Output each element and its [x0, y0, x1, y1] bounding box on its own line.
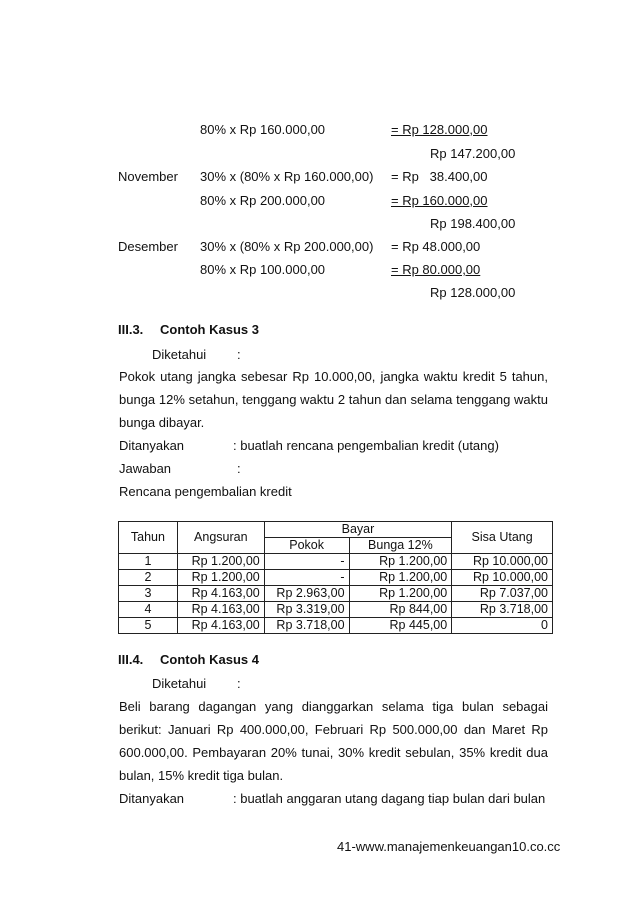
table-row: [119, 602, 553, 618]
header-pokok: Pokok: [264, 538, 349, 554]
header-angsuran: Angsuran: [177, 522, 264, 554]
table-row: [119, 586, 553, 602]
cell-sisa: Rp 10.000,00: [452, 554, 553, 570]
calc-subtotal: Rp 128.000,00: [430, 285, 516, 300]
cell-sisa: Rp 7.037,00: [452, 586, 553, 602]
cell-angsuran: Rp 4.163,00: [177, 586, 264, 602]
calc-expr: 30% x (80% x Rp 200.000,00): [200, 239, 374, 254]
cell-tahun: 5: [119, 618, 178, 634]
cell-pokok: -: [264, 570, 349, 586]
ditanyakan-label: Ditanyakan: [119, 438, 185, 453]
paragraph-line: 600.000,00. Pembayaran 20% tunai, 30% kredit sebulan, 35% kredit dua: [119, 745, 548, 760]
paragraph-line: bunga 12% setahun, tenggang waktu 2 tahun dan selama tenggang waktu: [119, 392, 548, 407]
cell-angsuran: Rp 4.163,00: [177, 602, 264, 618]
cell-angsuran: Rp 1.200,00: [177, 554, 264, 570]
cell-bunga: Rp 445,00: [349, 618, 452, 634]
ditanyakan-text: : buatlah anggaran utang dagang tiap bulan dari bulan: [233, 791, 546, 806]
month-label: Desember: [118, 239, 178, 254]
ditanyakan-text: : buatlah rencana pengembalian kredit (utang): [233, 438, 499, 453]
table-row: [119, 554, 553, 570]
cell-bunga: Rp 1.200,00: [349, 554, 452, 570]
cell-pokok: -: [264, 554, 349, 570]
cell-tahun: 3: [119, 586, 178, 602]
calc-expr: 80% x Rp 100.000,00: [200, 262, 326, 277]
cell-angsuran: Rp 1.200,00: [177, 570, 264, 586]
cell-bunga: Rp 1.200,00: [349, 586, 452, 602]
cell-pokok: Rp 3.718,00: [264, 618, 349, 634]
cell-sisa: 0: [452, 618, 553, 634]
header-bunga: Bunga 12%: [349, 538, 452, 554]
colon: :: [237, 347, 241, 362]
cell-bunga: Rp 844,00: [349, 602, 452, 618]
cell-angsuran: Rp 4.163,00: [177, 618, 264, 634]
paragraph-line: bunga dibayar.: [119, 415, 205, 430]
cell-pokok: Rp 3.319,00: [264, 602, 349, 618]
month-label: November: [118, 169, 178, 184]
rencana-label: Rencana pengembalian kredit: [119, 484, 292, 499]
calc-expr: 80% x Rp 200.000,00: [200, 193, 326, 208]
colon: :: [237, 676, 241, 691]
calc-result: = Rp 80.000,00: [391, 262, 481, 277]
diketahui-label: Diketahui: [152, 676, 207, 691]
table-row: [119, 570, 553, 586]
section-title: Contoh Kasus 3: [160, 322, 259, 337]
ditanyakan-label: Ditanyakan: [119, 791, 185, 806]
header-sisa: Sisa Utang: [452, 522, 553, 554]
section-title: Contoh Kasus 4: [160, 652, 259, 667]
diketahui-label: Diketahui: [152, 347, 207, 362]
cell-tahun: 4: [119, 602, 178, 618]
page-footer: 41-www.manajemenkeuangan10.co.cc: [337, 839, 561, 854]
paragraph-line: Beli barang dagangan yang dianggarkan selama tiga bulan sebagai: [119, 699, 548, 714]
cell-pokok: Rp 2.963,00: [264, 586, 349, 602]
paragraph-line: Pokok utang jangka sebesar Rp 10.000,00, jangka waktu kredit 5 tahun,: [119, 369, 548, 384]
colon: :: [237, 461, 241, 476]
calc-result: = Rp 48.000,00: [391, 239, 481, 254]
header-bayar: Bayar: [264, 522, 452, 538]
jawaban-label: Jawaban: [119, 461, 172, 476]
cell-sisa: Rp 10.000,00: [452, 570, 553, 586]
calc-subtotal: Rp 198.400,00: [430, 216, 516, 231]
calc-result: = Rp 160.000,00: [391, 193, 488, 208]
calc-result: = Rp 38.400,00: [391, 169, 488, 184]
table-row: [119, 618, 553, 634]
paragraph-line: berikut: Januari Rp 400.000,00, Februari Rp 500.000,00 dan Maret Rp: [119, 722, 548, 737]
calc-expr: 80% x Rp 160.000,00: [200, 122, 326, 137]
header-tahun: Tahun: [119, 522, 178, 554]
calc-expr: 30% x (80% x Rp 160.000,00): [200, 169, 374, 184]
section-number: III.3.: [118, 322, 144, 337]
paragraph-line: bulan, 15% kredit tiga bulan.: [119, 768, 284, 783]
cell-tahun: 2: [119, 570, 178, 586]
calc-result: = Rp 128.000,00: [391, 122, 488, 137]
cell-bunga: Rp 1.200,00: [349, 570, 452, 586]
repayment-table: [118, 521, 553, 634]
section-number: III.4.: [118, 652, 144, 667]
table-header-row: [119, 522, 553, 538]
cell-tahun: 1: [119, 554, 178, 570]
calc-subtotal: Rp 147.200,00: [430, 146, 516, 161]
cell-sisa: Rp 3.718,00: [452, 602, 553, 618]
